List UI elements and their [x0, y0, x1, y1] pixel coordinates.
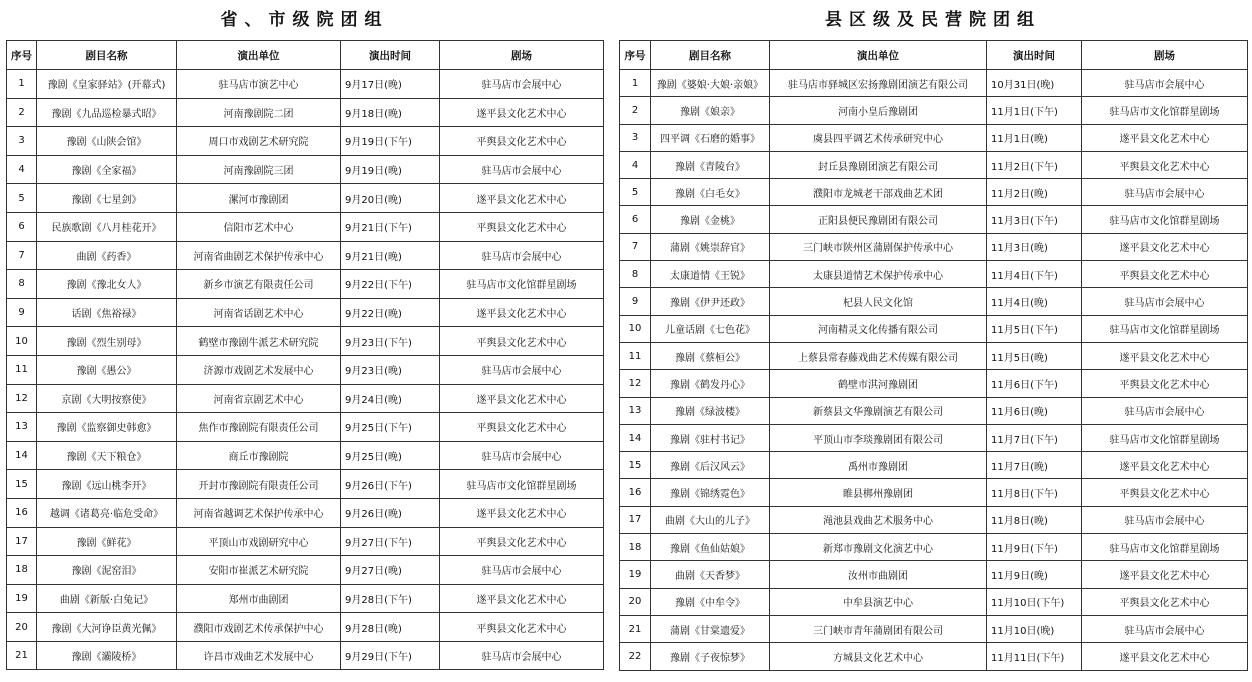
- row-index: 2: [620, 97, 651, 124]
- venue: 驻马店市文化馆群星剧场: [440, 470, 604, 499]
- troupe: 郑州市曲剧团: [177, 584, 341, 613]
- venue: 驻马店市会展中心: [440, 441, 604, 470]
- show-time: 11月7日(晚): [987, 452, 1082, 479]
- show-time: 11月5日(晚): [987, 342, 1082, 369]
- play-title: 豫剧《鹤发丹心》: [651, 370, 770, 397]
- venue: 驻马店市文化馆群星剧场: [1082, 97, 1248, 124]
- header-time: 演出时间: [341, 41, 440, 70]
- row-index: 14: [7, 441, 37, 470]
- play-title: 豫剧《婆娘·大娘·亲娘》: [651, 70, 770, 97]
- play-title: 豫剧《监察御史韩愈》: [37, 413, 177, 442]
- venue: 遂平县文化艺术中心: [1082, 452, 1248, 479]
- play-title: 豫剧《全家福》: [37, 155, 177, 184]
- venue: 驻马店市会展中心: [1082, 288, 1248, 315]
- row-index: 16: [7, 498, 37, 527]
- play-title: 豫剧《白毛女》: [651, 179, 770, 206]
- show-time: 9月28日(下午): [341, 584, 440, 613]
- venue: 遂平县文化艺术中心: [440, 184, 604, 213]
- venue: 驻马店市会展中心: [1082, 70, 1248, 97]
- troupe: 焦作市豫剧院有限责任公司: [177, 413, 341, 442]
- table-row: [7, 584, 604, 613]
- show-time: 9月19日(晚): [341, 155, 440, 184]
- play-title: 蒲剧《甘棠遗爱》: [651, 615, 770, 642]
- show-time: 11月2日(下午): [987, 151, 1082, 178]
- venue: 遂平县文化艺术中心: [440, 584, 604, 613]
- troupe: 济源市戏剧艺术发展中心: [177, 355, 341, 384]
- table-row: [620, 342, 1248, 369]
- venue: 遂平县文化艺术中心: [440, 98, 604, 127]
- table-row: [7, 212, 604, 241]
- row-index: 13: [620, 397, 651, 424]
- troupe: 封丘县豫剧团演艺有限公司: [770, 151, 987, 178]
- show-time: 10月31日(晚): [987, 70, 1082, 97]
- show-time: 11月4日(下午): [987, 261, 1082, 288]
- row-index: 20: [7, 613, 37, 642]
- troupe: 周口市戏剧艺术研究院: [177, 127, 341, 156]
- header-venue: 剧场: [440, 41, 604, 70]
- troupe: 鹤壁市淇河豫剧团: [770, 370, 987, 397]
- header-index: 序号: [620, 41, 651, 70]
- venue: 驻马店市文化馆群星剧场: [1082, 534, 1248, 561]
- show-time: 9月22日(下午): [341, 270, 440, 299]
- row-index: 4: [7, 155, 37, 184]
- play-title: 民族歌剧《八月桂花开》: [37, 212, 177, 241]
- row-index: 16: [620, 479, 651, 506]
- venue: 驻马店市会展中心: [1082, 506, 1248, 533]
- play-title: 儿童话剧《七色花》: [651, 315, 770, 342]
- table-row: [7, 527, 604, 556]
- venue: 遂平县文化艺术中心: [1082, 643, 1248, 670]
- troupe: 上蔡县常春藤戏曲艺术传媒有限公司: [770, 342, 987, 369]
- venue: 平舆县文化艺术中心: [440, 413, 604, 442]
- table-row: [620, 288, 1248, 315]
- troupe: 禹州市豫剧团: [770, 452, 987, 479]
- show-time: 11月10日(晚): [987, 615, 1082, 642]
- troupe: 河南豫剧院三团: [177, 155, 341, 184]
- play-title: 豫剧《大河诤臣黄光佩》: [37, 613, 177, 642]
- troupe: 驻马店市演艺中心: [177, 70, 341, 99]
- header-row: [7, 41, 604, 70]
- row-index: 5: [620, 179, 651, 206]
- troupe: 新蔡县文华豫剧演艺有限公司: [770, 397, 987, 424]
- table-row: [620, 479, 1248, 506]
- show-time: 9月20日(晚): [341, 184, 440, 213]
- provincial-city-title: 省、市级院团组: [220, 10, 389, 30]
- troupe: 安阳市崔派艺术研究院: [177, 556, 341, 585]
- venue: 驻马店市会展中心: [440, 355, 604, 384]
- table-row: [7, 327, 604, 356]
- provincial-city-table-body: [7, 70, 604, 670]
- troupe: 河南省话剧艺术中心: [177, 298, 341, 327]
- troupe: 平顶山市李琰豫剧团有限公司: [770, 424, 987, 451]
- troupe: 驻马店市驿城区宏扬豫剧团演艺有限公司: [770, 70, 987, 97]
- county-private-table: [619, 40, 1248, 671]
- table-row: [7, 127, 604, 156]
- table-row: [7, 441, 604, 470]
- show-time: 9月17日(晚): [341, 70, 440, 99]
- show-time: 11月6日(晚): [987, 397, 1082, 424]
- play-title: 曲剧《大山的儿子》: [651, 506, 770, 533]
- show-time: 9月25日(下午): [341, 413, 440, 442]
- provincial-city-panel: [6, 0, 603, 670]
- table-row: [7, 241, 604, 270]
- troupe: 渑池县戏曲艺术服务中心: [770, 506, 987, 533]
- row-index: 9: [620, 288, 651, 315]
- venue: 驻马店市文化馆群星剧场: [1082, 206, 1248, 233]
- row-index: 21: [7, 641, 37, 670]
- play-title: 豫剧《鲜花》: [37, 527, 177, 556]
- header-title: 剧目名称: [651, 41, 770, 70]
- troupe: 汝州市曲剧团: [770, 561, 987, 588]
- show-time: 9月18日(晚): [341, 98, 440, 127]
- play-title: 豫剧《青陵台》: [651, 151, 770, 178]
- troupe: 中牟县演艺中心: [770, 588, 987, 615]
- show-time: 11月8日(下午): [987, 479, 1082, 506]
- troupe: 鹤壁市豫剧牛派艺术研究院: [177, 327, 341, 356]
- table-row: [7, 355, 604, 384]
- play-title: 豫剧《子夜惊梦》: [651, 643, 770, 670]
- table-row: [7, 613, 604, 642]
- row-index: 20: [620, 588, 651, 615]
- county-private-table-body: [620, 70, 1248, 671]
- venue: 遂平县文化艺术中心: [440, 384, 604, 413]
- venue: 驻马店市会展中心: [440, 556, 604, 585]
- show-time: 11月6日(下午): [987, 370, 1082, 397]
- provincial-city-table: [6, 40, 604, 670]
- show-time: 11月8日(晚): [987, 506, 1082, 533]
- table-row: [7, 498, 604, 527]
- show-time: 9月28日(晚): [341, 613, 440, 642]
- play-title: 话剧《焦裕禄》: [37, 298, 177, 327]
- row-index: 12: [620, 370, 651, 397]
- show-time: 11月3日(下午): [987, 206, 1082, 233]
- play-title: 豫剧《中牟令》: [651, 588, 770, 615]
- row-index: 8: [7, 270, 37, 299]
- row-index: 2: [7, 98, 37, 127]
- show-time: 11月7日(下午): [987, 424, 1082, 451]
- play-title: 曲剧《天香梦》: [651, 561, 770, 588]
- troupe: 商丘市豫剧院: [177, 441, 341, 470]
- play-title: 豫剧《泥窑泪》: [37, 556, 177, 585]
- show-time: 11月11日(下午): [987, 643, 1082, 670]
- play-title: 豫剧《愚公》: [37, 355, 177, 384]
- table-row: [620, 97, 1248, 124]
- venue: 驻马店市会展中心: [440, 155, 604, 184]
- troupe: 开封市豫剧院有限责任公司: [177, 470, 341, 499]
- table-row: [7, 155, 604, 184]
- venue: 平舆县文化艺术中心: [440, 527, 604, 556]
- header-troupe: 演出单位: [770, 41, 987, 70]
- play-title: 曲剧《新版·白兔记》: [37, 584, 177, 613]
- venue: 驻马店市会展中心: [440, 70, 604, 99]
- show-time: 11月1日(下午): [987, 97, 1082, 124]
- show-time: 11月3日(晚): [987, 233, 1082, 260]
- venue: 平舆县文化艺术中心: [440, 613, 604, 642]
- table-row: [620, 588, 1248, 615]
- table-row: [620, 615, 1248, 642]
- show-time: 9月23日(晚): [341, 355, 440, 384]
- troupe: 虞县四平调艺术传承研究中心: [770, 124, 987, 151]
- play-title: 豫剧《绿波楼》: [651, 397, 770, 424]
- venue: 驻马店市会展中心: [440, 241, 604, 270]
- row-index: 11: [620, 342, 651, 369]
- troupe: 许昌市戏曲艺术发展中心: [177, 641, 341, 670]
- play-title: 蒲剧《姚崇辞官》: [651, 233, 770, 260]
- row-index: 1: [620, 70, 651, 97]
- venue: 遂平县文化艺术中心: [1082, 342, 1248, 369]
- row-index: 5: [7, 184, 37, 213]
- header-row: [620, 41, 1248, 70]
- table-row: [7, 641, 604, 670]
- play-title: 豫剧《锦绣霓色》: [651, 479, 770, 506]
- play-title: 豫剧《天下粮仓》: [37, 441, 177, 470]
- row-index: 7: [620, 233, 651, 260]
- row-index: 13: [7, 413, 37, 442]
- play-title: 豫剧《烈生别母》: [37, 327, 177, 356]
- troupe: 濮阳市戏剧艺术传承保护中心: [177, 613, 341, 642]
- venue: 驻马店市文化馆群星剧场: [1082, 315, 1248, 342]
- table-row: [620, 534, 1248, 561]
- table-row: [620, 261, 1248, 288]
- venue: 驻马店市会展中心: [1082, 615, 1248, 642]
- show-time: 9月29日(下午): [341, 641, 440, 670]
- show-time: 11月9日(下午): [987, 534, 1082, 561]
- row-index: 18: [620, 534, 651, 561]
- row-index: 15: [620, 452, 651, 479]
- troupe: 信阳市艺术中心: [177, 212, 341, 241]
- header-index: 序号: [7, 41, 37, 70]
- header-title: 剧目名称: [37, 41, 177, 70]
- row-index: 22: [620, 643, 651, 670]
- row-index: 18: [7, 556, 37, 585]
- header-time: 演出时间: [987, 41, 1082, 70]
- row-index: 9: [7, 298, 37, 327]
- table-row: [7, 384, 604, 413]
- row-index: 19: [620, 561, 651, 588]
- header-troupe: 演出单位: [177, 41, 341, 70]
- troupe: 三门峡市青年蒲剧团有限公司: [770, 615, 987, 642]
- show-time: 9月22日(晚): [341, 298, 440, 327]
- show-time: 9月27日(晚): [341, 556, 440, 585]
- play-title: 豫剧《豫北女人》: [37, 270, 177, 299]
- troupe: 正阳县便民豫剧团有限公司: [770, 206, 987, 233]
- row-index: 1: [7, 70, 37, 99]
- venue: 平舆县文化艺术中心: [1082, 479, 1248, 506]
- play-title: 豫剧《九品巡检暴式昭》: [37, 98, 177, 127]
- row-index: 11: [7, 355, 37, 384]
- venue: 遂平县文化艺术中心: [1082, 124, 1248, 151]
- county-private-title: 县区级及民营院团组: [825, 10, 1041, 30]
- play-title: 豫剧《伊尹还政》: [651, 288, 770, 315]
- row-index: 17: [7, 527, 37, 556]
- venue: 平舆县文化艺术中心: [1082, 261, 1248, 288]
- venue: 遂平县文化艺术中心: [440, 298, 604, 327]
- show-time: 11月1日(晚): [987, 124, 1082, 151]
- play-title: 京剧《大明按察使》: [37, 384, 177, 413]
- table-row: [620, 179, 1248, 206]
- row-index: 14: [620, 424, 651, 451]
- troupe: 杞县人民文化馆: [770, 288, 987, 315]
- play-title: 豫剧《鱼仙姑娘》: [651, 534, 770, 561]
- play-title: 越调《诸葛亮·临危受命》: [37, 498, 177, 527]
- show-time: 11月9日(晚): [987, 561, 1082, 588]
- table-row: [7, 98, 604, 127]
- show-time: 11月5日(下午): [987, 315, 1082, 342]
- table-row: [620, 206, 1248, 233]
- show-time: 11月4日(晚): [987, 288, 1082, 315]
- row-index: 21: [620, 615, 651, 642]
- table-row: [7, 270, 604, 299]
- table-row: [620, 643, 1248, 670]
- play-title: 豫剧《灞陵桥》: [37, 641, 177, 670]
- table-row: [620, 124, 1248, 151]
- table-row: [620, 315, 1248, 342]
- row-index: 3: [620, 124, 651, 151]
- table-row: [620, 70, 1248, 97]
- troupe: 方城县文化艺术中心: [770, 643, 987, 670]
- row-index: 19: [7, 584, 37, 613]
- venue: 平舆县文化艺术中心: [1082, 151, 1248, 178]
- table-row: [620, 561, 1248, 588]
- table-row: [7, 470, 604, 499]
- row-index: 8: [620, 261, 651, 288]
- row-index: 3: [7, 127, 37, 156]
- table-row: [7, 184, 604, 213]
- show-time: 9月21日(晚): [341, 241, 440, 270]
- venue: 驻马店市文化馆群星剧场: [1082, 424, 1248, 451]
- venue: 遂平县文化艺术中心: [1082, 561, 1248, 588]
- play-title: 豫剧《蔡桓公》: [651, 342, 770, 369]
- table-row: [7, 556, 604, 585]
- table-row: [620, 506, 1248, 533]
- troupe: 濮阳市龙城老干部戏曲艺术团: [770, 179, 987, 206]
- venue: 平舆县文化艺术中心: [1082, 588, 1248, 615]
- play-title: 曲剧《药香》: [37, 241, 177, 270]
- show-time: 9月23日(下午): [341, 327, 440, 356]
- venue: 驻马店市会展中心: [1082, 397, 1248, 424]
- troupe: 河南豫剧院二团: [177, 98, 341, 127]
- table-row: [7, 70, 604, 99]
- show-time: 11月2日(晚): [987, 179, 1082, 206]
- play-title: 豫剧《驻村书记》: [651, 424, 770, 451]
- troupe: 河南省曲剧艺术保护传承中心: [177, 241, 341, 270]
- venue: 驻马店市文化馆群星剧场: [440, 270, 604, 299]
- table-row: [7, 298, 604, 327]
- row-index: 6: [7, 212, 37, 241]
- table-row: [620, 424, 1248, 451]
- venue: 遂平县文化艺术中心: [1082, 233, 1248, 260]
- play-title: 豫剧《娘亲》: [651, 97, 770, 124]
- play-title: 豫剧《金桃》: [651, 206, 770, 233]
- show-time: 9月24日(晚): [341, 384, 440, 413]
- table-row: [7, 413, 604, 442]
- show-time: 9月25日(晚): [341, 441, 440, 470]
- row-index: 17: [620, 506, 651, 533]
- troupe: 新乡市演艺有限责任公司: [177, 270, 341, 299]
- header-venue: 剧场: [1082, 41, 1248, 70]
- play-title: 太康道情《王锐》: [651, 261, 770, 288]
- troupe: 睢县梆州豫剧团: [770, 479, 987, 506]
- venue: 遂平县文化艺术中心: [440, 498, 604, 527]
- play-title: 豫剧《后汉风云》: [651, 452, 770, 479]
- troupe: 河南省越调艺术保护传承中心: [177, 498, 341, 527]
- venue: 驻马店市会展中心: [440, 641, 604, 670]
- play-title: 四平调《石磨的婚事》: [651, 124, 770, 151]
- play-title: 豫剧《七星剑》: [37, 184, 177, 213]
- row-index: 7: [7, 241, 37, 270]
- table-row: [620, 452, 1248, 479]
- troupe: 河南小皇后豫剧团: [770, 97, 987, 124]
- play-title: 豫剧《远山桃李开》: [37, 470, 177, 499]
- venue: 平舆县文化艺术中心: [440, 212, 604, 241]
- troupe: 新郑市豫剧文化演艺中心: [770, 534, 987, 561]
- troupe: 漯河市豫剧团: [177, 184, 341, 213]
- row-index: 6: [620, 206, 651, 233]
- play-title: 豫剧《山陕会馆》: [37, 127, 177, 156]
- venue: 平舆县文化艺术中心: [1082, 370, 1248, 397]
- row-index: 4: [620, 151, 651, 178]
- row-index: 10: [620, 315, 651, 342]
- show-time: 9月21日(下午): [341, 212, 440, 241]
- play-title: 豫剧《皇家驿站》(开幕式): [37, 70, 177, 99]
- table-row: [620, 151, 1248, 178]
- troupe: 太康县道情艺术保护传承中心: [770, 261, 987, 288]
- venue: 平舆县文化艺术中心: [440, 127, 604, 156]
- show-time: 11月10日(下午): [987, 588, 1082, 615]
- show-time: 9月26日(下午): [341, 470, 440, 499]
- venue: 驻马店市会展中心: [1082, 179, 1248, 206]
- troupe: 河南省京剧艺术中心: [177, 384, 341, 413]
- row-index: 15: [7, 470, 37, 499]
- table-row: [620, 370, 1248, 397]
- county-private-panel: [619, 0, 1247, 671]
- troupe: 平顶山市戏剧研究中心: [177, 527, 341, 556]
- show-time: 9月19日(下午): [341, 127, 440, 156]
- row-index: 10: [7, 327, 37, 356]
- table-row: [620, 397, 1248, 424]
- show-time: 9月26日(晚): [341, 498, 440, 527]
- row-index: 12: [7, 384, 37, 413]
- table-row: [620, 233, 1248, 260]
- troupe: 河南精灵文化传播有限公司: [770, 315, 987, 342]
- venue: 平舆县文化艺术中心: [440, 327, 604, 356]
- show-time: 9月27日(下午): [341, 527, 440, 556]
- troupe: 三门峡市陕州区蒲剧保护传承中心: [770, 233, 987, 260]
